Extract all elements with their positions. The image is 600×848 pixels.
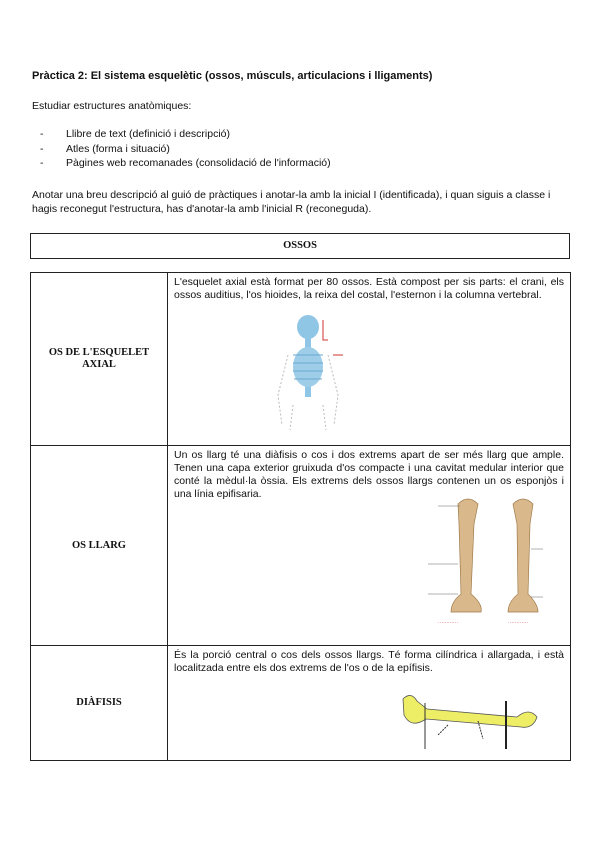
row-description: És la porció central o cos dels ossos llargs. Té forma cilíndrica i allargada, i està localitzada entre els dos extrems de l'os o de la epífisis. xyxy=(174,649,564,674)
list-item: - Pàgines web recomanades (consolidació de l'informació) xyxy=(40,156,331,171)
source-list xyxy=(40,127,331,171)
row-description: Un os llarg té una diàfisis o cos i dos extrems apart de ser més llarg que ample. Tenen una capa exterior gruixuda d'os compacte i una cavitat medular interior que conté la mèdul·la òssia. Els extrems dels ossos llargs contenen un os esponjòs i una línia epifisaria. xyxy=(174,449,564,500)
list-item: - Llibre de text (definició i descripció) xyxy=(40,127,331,142)
row-label: OS LLARG xyxy=(31,446,168,646)
table-row xyxy=(31,646,571,761)
long-bone-image xyxy=(418,494,568,629)
row-description: L'esquelet axial està format per 80 ossos. Està compost per sis parts: el crani, els ossos auditius, l'os hioides, la reixa del costal, l'esternon i la columna vertebral. xyxy=(174,276,564,301)
page-title: Pràctica 2: El sistema esquelètic (ossos, músculs, articulacions i lligaments) xyxy=(32,70,433,82)
bones-table xyxy=(30,272,571,761)
axial-skeleton-image xyxy=(268,315,348,430)
row-label: OS DE L'ESQUELET AXIAL xyxy=(31,273,168,446)
table-row xyxy=(31,273,571,446)
section-header: OSSOS xyxy=(30,233,570,259)
row-label: DIÀFISIS xyxy=(31,646,168,761)
intro-text: Estudiar estructures anatòmiques: xyxy=(32,100,192,112)
svg-text:············: ············ xyxy=(508,620,528,626)
instructions-text: Anotar una breu descripció al guió de pràctiques i anotar-la amb la inicial I (identificada), i quan siguis a classe i hagis reconegut l'estructura, has d'anotar-la amb l'inicial R (reconeguda). xyxy=(32,189,551,215)
table-row xyxy=(31,446,571,646)
list-item: - Atles (forma i situació) xyxy=(40,142,331,157)
svg-text:············: ············ xyxy=(438,620,458,626)
diaphysis-image xyxy=(393,691,543,751)
